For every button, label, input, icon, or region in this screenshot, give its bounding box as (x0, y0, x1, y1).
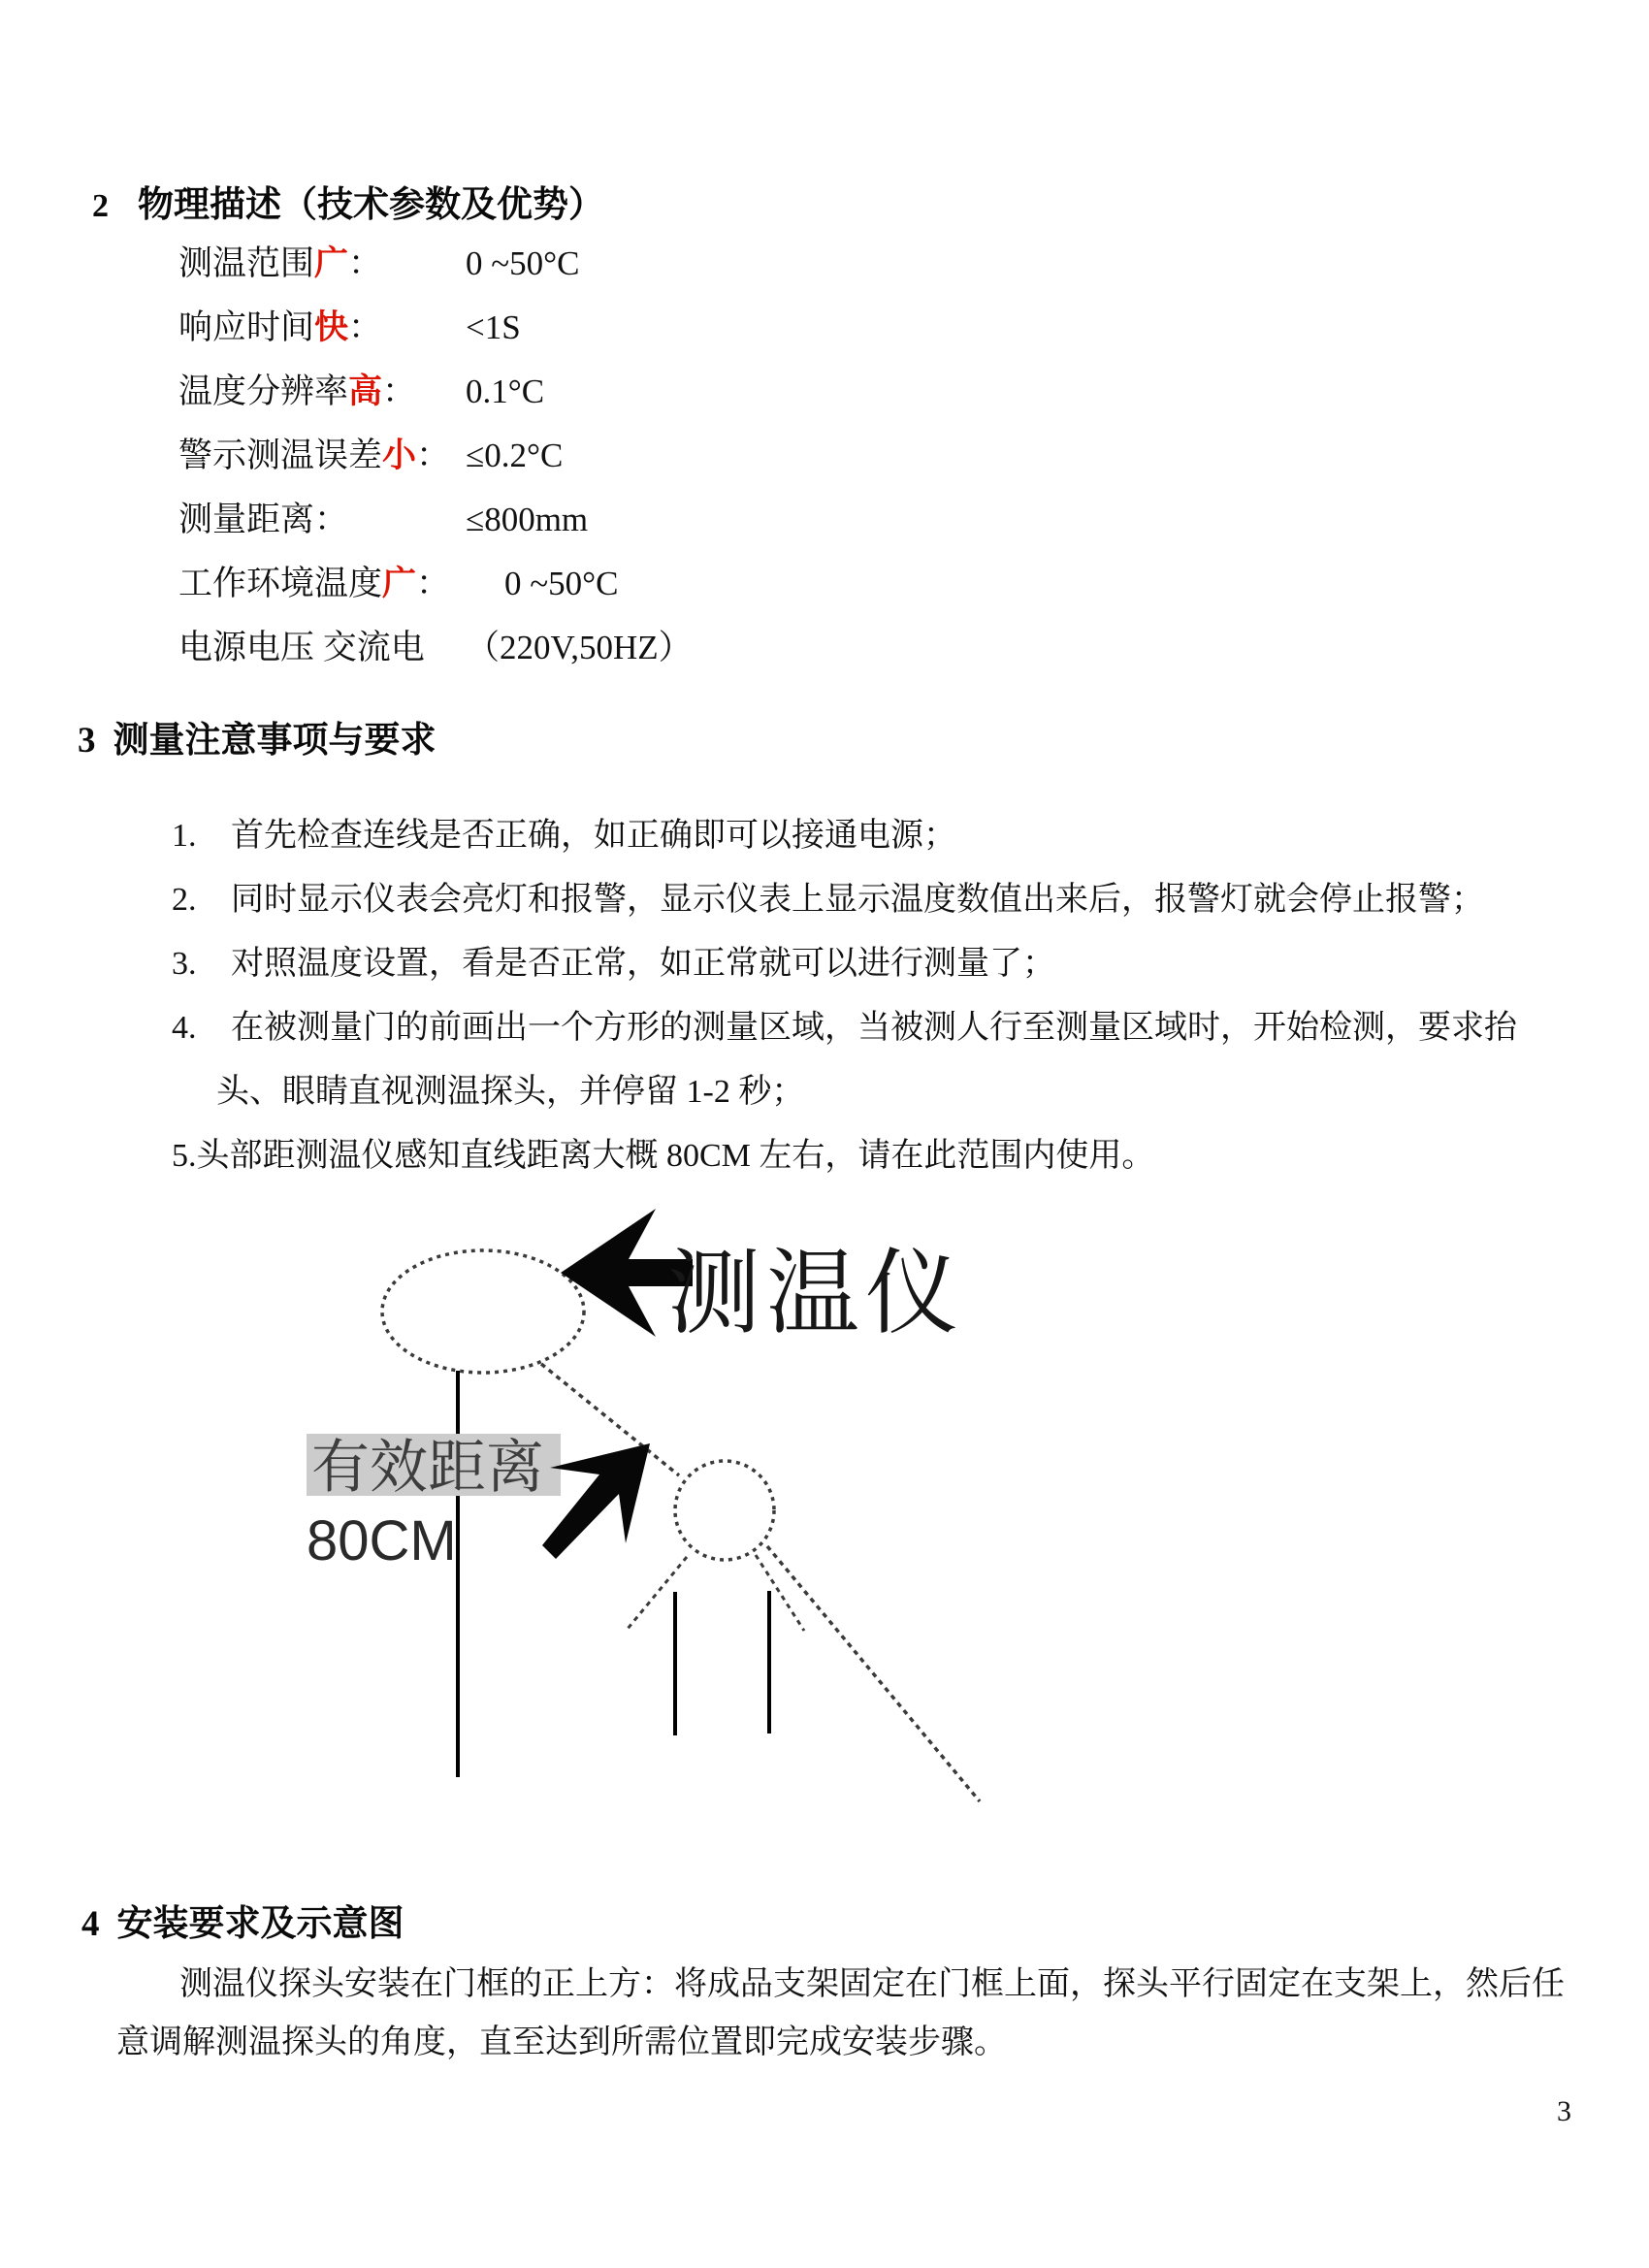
person-left-arm-line (628, 1557, 687, 1629)
spec-label: 电源电压 交流电 (178, 629, 425, 666)
instruction-list (172, 804, 1517, 1188)
spec-row-ambient: 工作环境温度广： 0 ~50°C (178, 552, 693, 616)
section3-number: 3 (78, 721, 96, 761)
list-item-number: 2. (172, 882, 197, 918)
spec-row-distance: 测量距离： ≤800mm (178, 488, 693, 552)
installation-diagram (0, 1193, 1649, 1824)
spec-label: 警示测温误差 (178, 437, 383, 474)
section4-number: 4 (81, 1904, 100, 1944)
spec-label: 工作环境温度 (178, 565, 383, 602)
list-item-continuation: 头、眼睛直视测温探头，并停留 1-2 秒； (216, 1074, 805, 1110)
list-item-number: 1. (172, 818, 197, 854)
spec-label: 测温范围 (178, 244, 315, 282)
spec-label: 响应时间 (178, 308, 315, 346)
spec-value: 0 ~50°C (504, 565, 619, 602)
spec-row-power (178, 616, 693, 680)
list-item (172, 804, 1517, 868)
spec-emphasis: 快 (314, 308, 349, 346)
list-item-text: 首先检查连线是否正确，如正确即可以接通电源； (231, 818, 956, 854)
section4-title: 安装要求及示意图 (116, 1904, 404, 1944)
list-item-number: 3. (172, 946, 197, 982)
section3-heading (78, 720, 436, 762)
section2-heading (92, 184, 604, 228)
section4-heading (81, 1903, 404, 1946)
list-item-text: 在被测量门的前画出一个方形的测量区域，当被测人行至测量区域时，开始检测，要求抬 (231, 1010, 1517, 1046)
list-item (172, 996, 1517, 1060)
spec-emphasis: 高 (348, 373, 383, 410)
list-item-number: 4. (172, 1010, 197, 1046)
spec-label: 温度分辨率 (178, 373, 349, 410)
distance-label-line2: 80CM (307, 1509, 457, 1572)
spec-value: 0 ~50°C (466, 244, 580, 282)
installation-paragraph (116, 1956, 1565, 2072)
list-item-text: 对照温度设置，看是否正常，如正常就可以进行测量了； (231, 946, 1055, 982)
spec-value: <1S (466, 308, 521, 346)
device-label: 测温仪 (667, 1242, 964, 1345)
distance-label-line1: 有效距离 (311, 1435, 544, 1500)
spec-row-error: 警示测温误差小： ≤0.2°C (178, 424, 693, 488)
list-item-text: 同时显示仪表会亮灯和报警，显示仪表上显示温度数值出来后，报警灯就会停止报警； (231, 882, 1484, 918)
section3-title: 测量注意事项与要求 (113, 721, 436, 761)
spec-value: 0.1°C (466, 373, 545, 410)
page-number: 3 (1557, 2095, 1571, 2127)
list-item (172, 932, 1517, 996)
section2-title: 物理描述（技术参数及优势） (138, 185, 604, 225)
spec-row-resolution: 温度分辨率高： 0.1°C (178, 360, 693, 424)
spec-table (178, 232, 693, 680)
spec-emphasis: 广 (314, 244, 349, 282)
sight-line-lower (767, 1546, 980, 1801)
spec-value: ≤800mm (466, 501, 589, 538)
spec-emphasis: 广 (382, 565, 417, 602)
person-head-circle (675, 1461, 774, 1560)
section2-number: 2 (92, 188, 109, 224)
paragraph-line: 测温仪探头安装在门框的正上方：将成品支架固定在门框上面，探头平行固定在支架上，然后任 (179, 1966, 1565, 2002)
list-item (172, 868, 1517, 932)
thermometer-device-ellipse (382, 1250, 584, 1373)
spec-emphasis: 小 (382, 437, 417, 474)
person-right-arm-line (756, 1555, 804, 1631)
spec-row-response: 响应时间快： <1S (178, 296, 693, 360)
spec-row-range: 测温范围广： 0 ~50°C (178, 232, 693, 296)
spec-label: 测量距离 (178, 501, 315, 538)
spec-value: （220V,50HZ） (466, 629, 693, 666)
list-item: 5.头部距测温仪感知直线距离大概 80CM 左右，请在此范围内使用。 (172, 1138, 1155, 1174)
spec-value: ≤0.2°C (466, 437, 564, 474)
paragraph-line: 意调解测温探头的角度，直至达到所需位置即完成安装步骤。 (116, 2025, 1007, 2060)
